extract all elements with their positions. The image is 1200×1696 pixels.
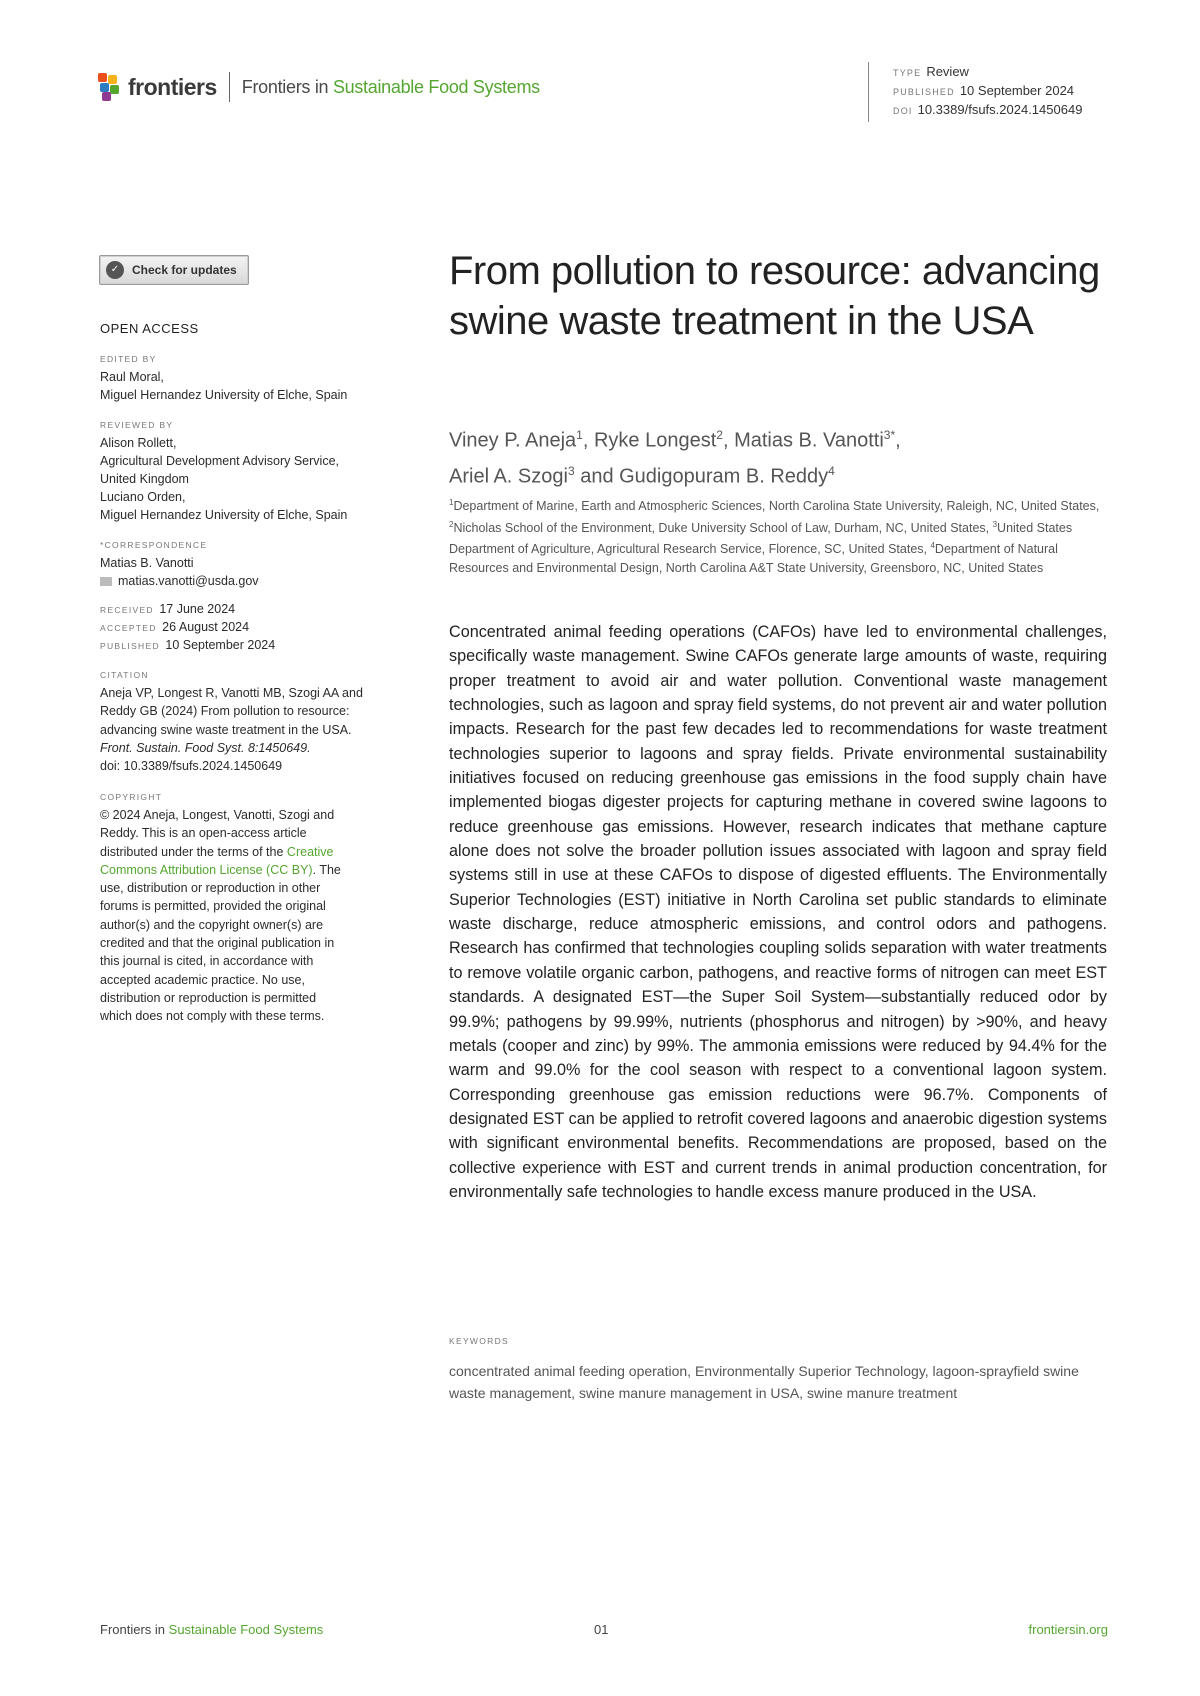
correspondence-block: *CORRESPONDENCE Matias B. Vanotti matias.vanotti@usda.gov: [100, 538, 400, 590]
frontiers-logo-icon: [98, 73, 122, 101]
affiliations: $^1$Department of Marine, Earth and Atmospheric Sciences, North Carolina State University, Raleigh, NC, United States, $^2$Nicholas School of the Environment, Duke University School of Law, Durham, NC, United States, $^3$United States Department of Agriculture, Agricultural Research Service, Florence, SC, United States, $^4$Department of Natural Resources and Environmental Design, North Carolina A&T State University, Greensboro, NC, United States: [449, 498, 1100, 575]
meta-type: TYPE Review: [893, 64, 969, 79]
mail-icon: [100, 577, 112, 586]
citation-doi-link[interactable]: doi: 10.3389/fsufs.2024.1450649: [100, 759, 283, 774]
meta-published: PUBLISHED 10 September 2024: [893, 83, 1075, 98]
logo-wordmark: frontiers: [128, 73, 217, 100]
page-number: 01: [594, 1622, 609, 1637]
keywords: concentrated animal feeding operation, Environmentally Superior Technology, lagoon-sprayfield swine waste management, swine manure management in USA, swine manure treatment: [449, 1363, 1079, 1401]
footer-journal[interactable]: Frontiers in Sustainable Food Systems: [100, 1622, 324, 1637]
journal-name: Frontiers in Sustainable Food Systems: [241, 76, 540, 97]
logo-divider: [229, 72, 230, 102]
citation-block: CITATION Aneja VP, Longest R, Vanotti MB, Szogi AA and Reddy GB (2024) From pollution to resource: advancing swine waste treatment in the USA. Front. Sustain. Food Syst. 8:1450649. doi: 10.3389/fsufs.2024.1450649: [100, 668, 400, 775]
license-link-cont[interactable]: Commons Attribution License (CC BY): [100, 862, 313, 877]
open-access-label: OPEN ACCESS: [100, 321, 199, 336]
footer-site-link[interactable]: frontiersin.org: [1028, 1622, 1108, 1637]
check-for-updates-button[interactable]: [99, 255, 249, 285]
check-updates-label: Check for updates: [132, 263, 237, 277]
article-title: From pollution to resource: advancing swine waste treatment in the USA: [449, 249, 1100, 343]
author-list: Viney P. Aneja$^1$, Ryke Longest$^2$, Matias B. Vanotti$^{3*}$, Ariel A. Szogi$^3$ and Gudigopuram B. Reddy$^4$: [449, 428, 901, 488]
dates-block: RECEIVED 17 June 2024 ACCEPTED 26 August 2024 PUBLISHED 10 September 2024: [100, 602, 276, 652]
copyright-block: COPYRIGHT © 2024 Aneja, Longest, Vanotti, Szogi and Reddy. This is an open-access article distributed under the terms of the Creative Commons Attribution License (CC BY). The use, distribution or reproduction in other forums is permitted, provided the original author(s) and the copyright owner(s) are credited and that the original publication in this journal is cited, in accordance with accepted academic practice. No use, distribution or reproduction is permitted which does not comply with these terms.: [100, 792, 341, 1024]
license-link[interactable]: Creative: [286, 844, 334, 859]
article-meta: [868, 62, 1082, 122]
correspondence-email-link[interactable]: matias.vanotti@usda.gov: [100, 572, 400, 590]
check-updates-icon: ✓: [106, 261, 124, 279]
abstract: Concentrated animal feeding operations (CAFOs) have led to environmental challenges, specifically waste management. Swine CAFOs generate large amounts of waste, requiring proper treatment to avoid air and water pollution. Conventional waste management technologies, such as lagoon and spray field systems, do not prevent air and water pollution impacts. Research for the past few decades led to recommendations for waste treatment technologies superior to lagoons and spray fields. Private environmental sustainability initiatives focused on reducing greenhouse gas emissions in the food supply chain have implemented biogas digester projects for capturing methane in covered swine lagoons to reduce greenhouse gas emissions. However, research indicates that methane capture alone does not solve the broader pollution issues associated with lagoon and spray field systems still in use at these CAFOs to dispose of digested effluents. The Environmentally Superior Technologies (EST) initiative in North Carolina set public standards to eliminate waste discharge, reduce atmospheric emissions, and control odors and pathogens. Research has confirmed that technologies coupling solids separation with water treatments to remove volatile organic carbon, pathogens, and reactive forms of nitrogen can meet EST standards. A designated EST—the Super Soil System—substantially reduced odor by 99.9%; pathogens by 99.99%, nutrients (phosphorus and nitrogen) by >90%, and heavy metals (cooper and zinc) by 99%. The ammonia emissions were reduced by 94.4% for the warm and 99.0% for the cool season with respect to a conventional lagoon system. Corresponding greenhouse gas emission reductions were 96.7%. Components of designated EST can be applied to retrofit covered lagoons and anaerobic digestion systems with significant environmental benefits. Recommendations are proposed, based on the collective experience with EST and current trends in animal production concentration, for environmentally safe technologies to handle excess manure produced in the USA.: [449, 623, 1107, 1201]
journal-logo[interactable]: [98, 70, 540, 104]
edited-by-block: EDITED BY Raul Moral, Miguel Hernandez University of Elche, Spain: [100, 354, 348, 402]
meta-doi[interactable]: DOI 10.3389/fsufs.2024.1450649: [893, 102, 1083, 117]
keywords-label: KEYWORDS: [449, 1336, 509, 1346]
reviewed-by-block: REVIEWED BY Alison Rollett, Agricultural Development Advisory Service, United Kingdom Luciano Orden, Miguel Hernandez University of Elche, Spain: [100, 420, 348, 522]
